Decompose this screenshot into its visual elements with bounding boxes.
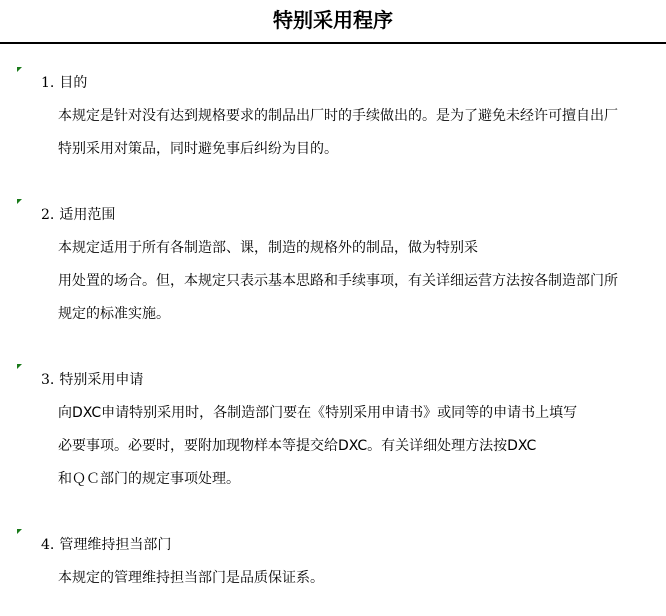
section-heading-text: 特别采用申请 (59, 372, 144, 388)
paragraph-line: 本规定是针对没有达到规格要求的制品出厂时的手续做出的。是为了避免未经许可擅自出厂 (58, 108, 618, 124)
section-number: 1. (41, 75, 55, 91)
paragraph-line: 必要事项。必要时，要附加现物样本等提交给DXC。有关详细处理方法按DXC (58, 438, 537, 454)
section-heading (41, 73, 87, 93)
section-number: 2. (41, 207, 55, 223)
paragraph-line: 规定的标准实施。 (58, 306, 170, 322)
paragraph-line: 特别采用对策品，同时避免事后纠纷为目的。 (58, 141, 338, 157)
paragraph-line: 和ＱＣ部门的规定事项处理。 (58, 471, 240, 487)
section-heading (41, 205, 115, 225)
paragraph-line: 向DXC申请特别采用时，各制造部门要在《特别采用申请书》或同等的申请书上填写 (58, 405, 578, 421)
section-number: 4. (41, 537, 55, 553)
section-heading-text: 适用范围 (59, 207, 116, 223)
section-number: 3. (41, 372, 55, 388)
title-divider (0, 42, 666, 44)
section-heading-text: 管理维持担当部门 (59, 537, 172, 553)
comment-marker-icon (17, 364, 22, 369)
section-heading (41, 535, 171, 555)
document-title: 特别采用程序 (273, 8, 393, 32)
paragraph-line: 本规定的管理维持担当部门是品质保证系。 (58, 570, 324, 586)
paragraph-line: 用处置的场合。但，本规定只表示基本思路和手续事项，有关详细运营方法按各制造部门所 (58, 273, 618, 289)
comment-marker-icon (17, 199, 22, 204)
comment-marker-icon (17, 67, 22, 72)
section-heading-text: 目的 (59, 75, 88, 91)
section-heading (41, 370, 143, 390)
comment-marker-icon (17, 529, 22, 534)
paragraph-line: 本规定适用于所有各制造部、课，制造的规格外的制品，做为特别采 (58, 240, 478, 256)
